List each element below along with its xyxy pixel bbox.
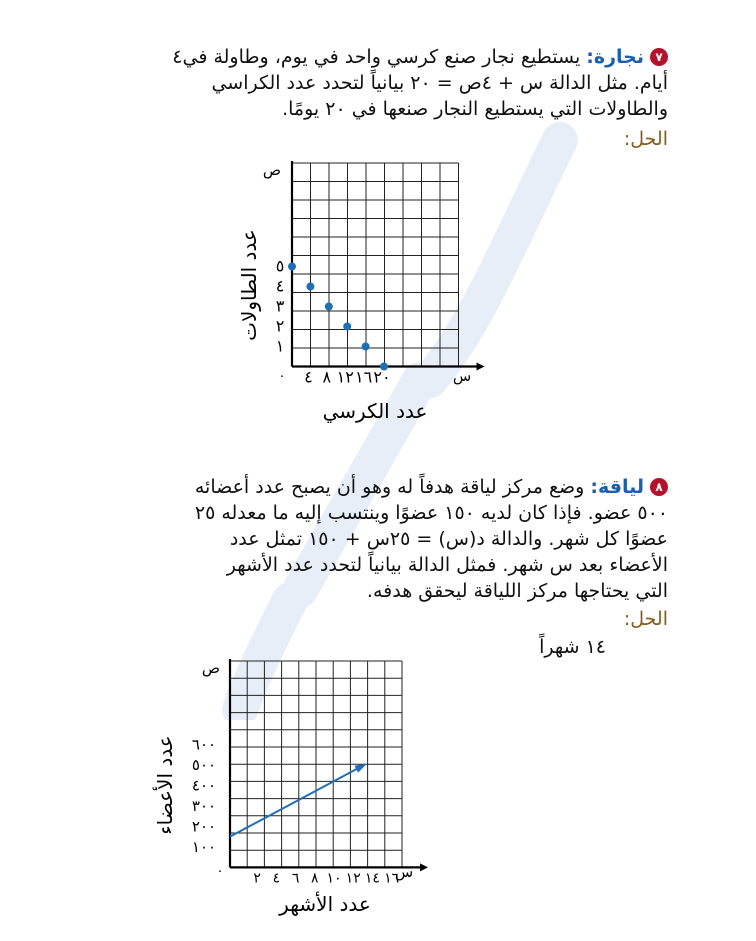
y-axis-title: عدد الطاولات (237, 229, 261, 341)
problem-title: نجارة: (586, 46, 644, 68)
y-axis-letter: ص (262, 161, 282, 179)
x-axis-arrow (477, 363, 485, 371)
problem-text: وضع مركز لياقة هدفاً له وهو أن يصبح عدد أعضائه (194, 476, 591, 498)
problem-8-line-2: ٥٠٠ عضو. فإذا كان لديه ١٥٠ عضوًا وينتسب إليه ما معدله ٢٥ (194, 502, 668, 524)
x-axis-arrow (420, 863, 428, 871)
solution-label-7: الحل: (623, 128, 668, 150)
x-tick-label: ١٦ (355, 367, 373, 387)
x-tick-label: ١٢ (336, 367, 354, 387)
problem-title: لياقة: (590, 476, 644, 498)
problem-8 (68, 474, 668, 604)
graph-1-axes (292, 161, 485, 371)
problem-number-badge: ٨ (650, 478, 668, 496)
data-point (343, 323, 351, 331)
answer-text: ١٤ شهراً (539, 636, 606, 658)
x-tick-label: ٨ (311, 870, 319, 887)
line-arrow (354, 763, 367, 772)
x-tick-label: ١٤ (364, 870, 380, 887)
x-tick-label: ١٦ (384, 870, 400, 887)
y-tick-label: ٤٠٠ (191, 776, 217, 795)
data-point (288, 263, 296, 271)
problem-number-badge: ٧ (650, 48, 668, 66)
y-tick-label: ٣ (275, 296, 285, 316)
solution-label-8: الحل: (623, 608, 668, 630)
y-tick-label: ٤ (275, 276, 285, 296)
graph-1-x-tick-labels (304, 368, 390, 387)
x-axis-title: عدد الأشهر (279, 892, 371, 916)
x-axis-title: عدد الكرسي (322, 399, 428, 423)
origin-label: ٠ (278, 369, 286, 384)
y-axis-letter: ص (201, 659, 221, 677)
graph-2-y-tick-labels (192, 735, 216, 856)
graph-2-axes (230, 659, 428, 871)
problem-text: يستطيع نجار صنع كرسي واحد في يوم، وطاولة في٤ (172, 46, 587, 68)
problem-7-line-1 (68, 44, 668, 70)
graph-2-grid (230, 661, 402, 867)
data-point (306, 283, 314, 291)
graph-2 (0, 655, 756, 925)
graph-1-grid (292, 163, 459, 367)
x-tick-label: ٤ (272, 870, 281, 887)
problem-7 (68, 44, 668, 122)
x-axis-letter: س (452, 367, 472, 385)
problem-8-line-3: عضوًا كل شهر. والدالة د(س) = ٢٥س + ١٥٠ تمثل عدد (229, 528, 668, 550)
y-tick-label: ٥٠٠ (191, 755, 217, 774)
graph-1-points (288, 263, 388, 371)
problem-8-line-5: التي يحتاجها مركز اللياقة ليحقق هدفه. (366, 580, 668, 602)
x-tick-label: ٤ (304, 367, 313, 387)
x-tick-label: ٨ (322, 367, 332, 387)
problem-7-line-3: والطاولات التي يستطيع النجار صنعها في ٢٠ يومًا. (282, 98, 668, 120)
function-line (230, 765, 364, 837)
y-tick-label: ١٠٠ (191, 837, 217, 856)
y-tick-label: ٢٠٠ (191, 817, 217, 836)
problem-8-line-1 (68, 474, 668, 500)
y-tick-label: ٢ (275, 316, 285, 336)
x-tick-label: ١٢ (345, 870, 361, 887)
problem-7-line-2: أيام. مثل الدالة س + ٤ص = ٢٠ بيانياً لتحدد عدد الكراسي (211, 72, 668, 94)
graph-1-y-tick-labels (276, 257, 285, 356)
x-axis-letter: س (394, 863, 414, 881)
y-tick-label: ٣٠٠ (191, 796, 217, 815)
y-tick-label: ٦٠٠ (191, 735, 217, 754)
y-axis-title: عدد الأعضاء (153, 735, 177, 835)
x-tick-label: ٢ (253, 870, 261, 887)
graph-1 (0, 155, 756, 455)
y-tick-label: ١ (275, 336, 285, 356)
graph-2-x-tick-labels (253, 870, 399, 886)
y-tick-label: ٥ (275, 256, 285, 276)
x-tick-label: ١٠ (326, 870, 342, 887)
origin-label: ٠ (216, 864, 224, 879)
x-tick-label: ٢٠ (373, 367, 391, 387)
problem-8-line-4: الأعضاء بعد س شهر. فمثل الدالة بيانياً لتحدد عدد الأشهر (226, 554, 668, 576)
data-point (325, 303, 333, 311)
data-point (362, 343, 370, 351)
x-tick-label: ٦ (291, 870, 300, 887)
